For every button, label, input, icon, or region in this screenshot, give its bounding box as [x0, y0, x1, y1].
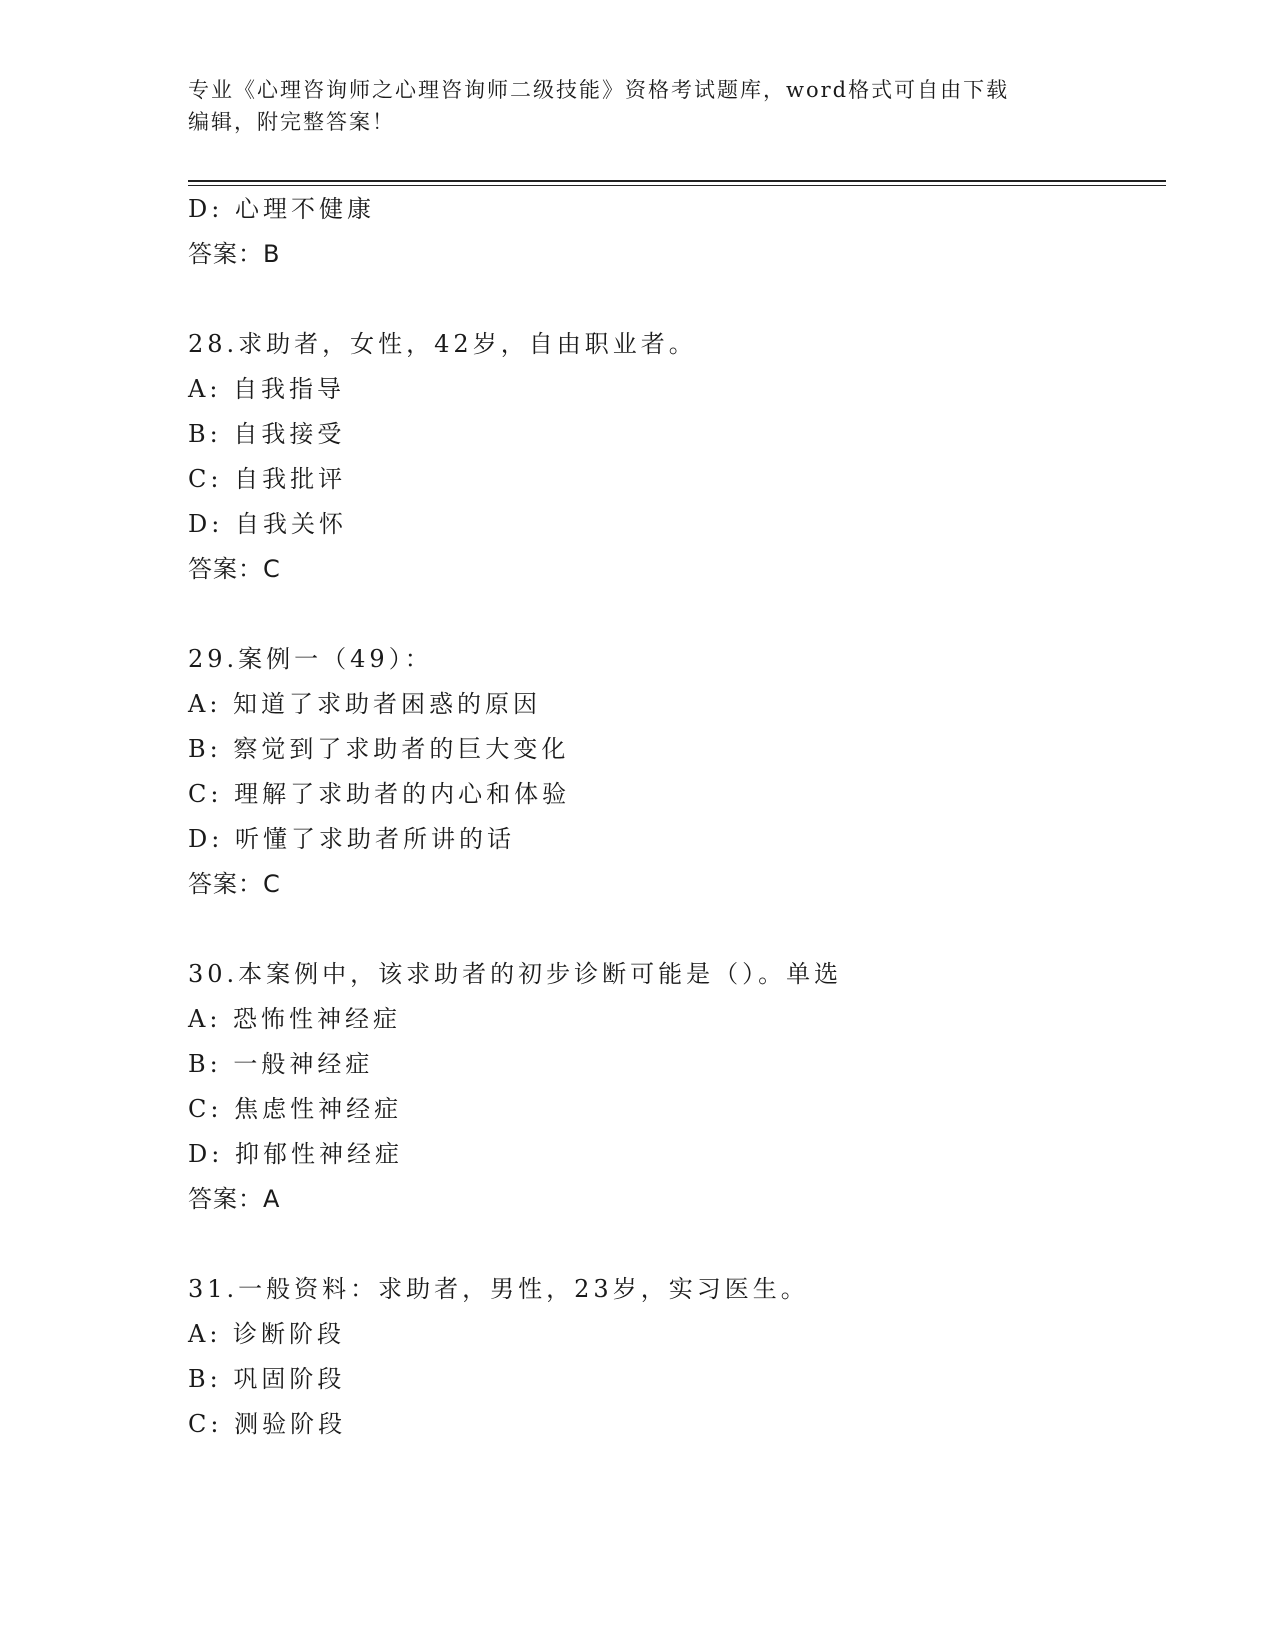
- header-line-2: 编辑，附完整答案！: [188, 110, 395, 134]
- q28-option-b: B: 自我接受: [188, 420, 346, 448]
- q29-option-b: B: 察觉到了求助者的巨大变化: [188, 735, 570, 763]
- q29-option-a: A: 知道了求助者困惑的原因: [188, 690, 542, 718]
- document-header: [188, 74, 1088, 138]
- header-line-1: 专业《心理咨询师之心理咨询师二级技能》资格考试题库，word格式可自由下载: [188, 78, 1010, 102]
- q31-question: 31.一般资料：求助者，男性，23岁，实习医生。: [188, 1275, 809, 1303]
- q31-option-c: C: 测验阶段: [188, 1410, 347, 1438]
- q29-option-d: D: 听懂了求助者所讲的话: [188, 825, 515, 853]
- q27-option-d: D: 心理不健康: [188, 195, 375, 223]
- q31-option-a: A: 诊断阶段: [188, 1320, 346, 1348]
- q30-question: 30.本案例中，该求助者的初步诊断可能是（）。单选: [188, 960, 843, 988]
- q28-option-c: C: 自我批评: [188, 465, 347, 493]
- q30-option-b: B: 一般神经症: [188, 1050, 374, 1078]
- q29-question: 29.案例一（49）：: [188, 645, 433, 673]
- q29-answer: 答案：C: [188, 870, 281, 898]
- header-divider-thin: [188, 185, 1166, 186]
- header-divider-thick: [188, 180, 1166, 182]
- q29-option-c: C: 理解了求助者的内心和体验: [188, 780, 571, 808]
- q28-answer: 答案：C: [188, 555, 281, 583]
- q28-option-a: A: 自我指导: [188, 375, 346, 403]
- q28-question: 28.求助者，女性，42岁，自由职业者。: [188, 330, 697, 358]
- q30-option-a: A: 恐怖性神经症: [188, 1005, 402, 1033]
- q30-option-d: D: 抑郁性神经症: [188, 1140, 403, 1168]
- q30-answer: 答案：A: [188, 1185, 281, 1213]
- q30-option-c: C: 焦虑性神经症: [188, 1095, 403, 1123]
- q31-option-b: B: 巩固阶段: [188, 1365, 346, 1393]
- q28-option-d: D: 自我关怀: [188, 510, 347, 538]
- q27-answer: 答案：B: [188, 240, 281, 268]
